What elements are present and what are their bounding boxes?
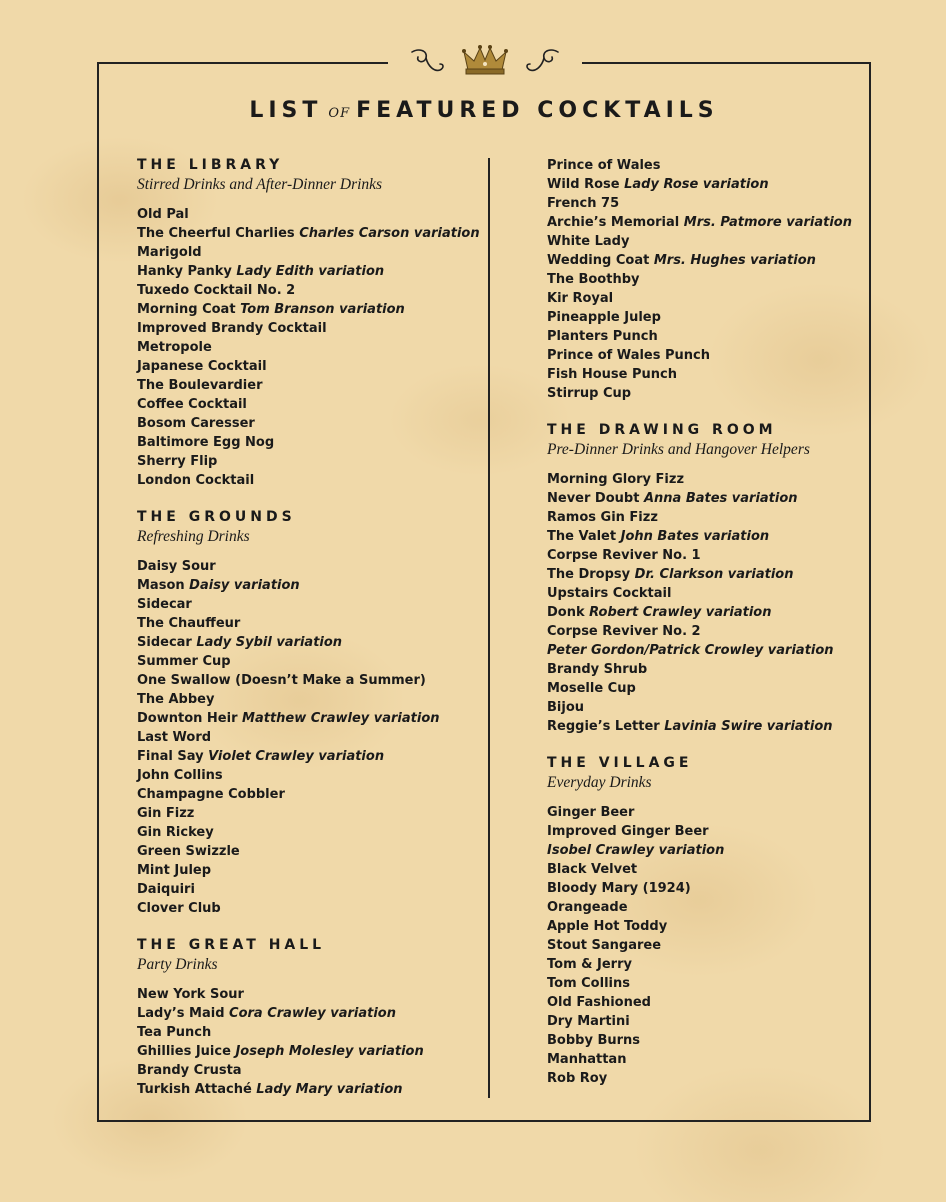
cocktail-item [137, 433, 472, 452]
title-part-list: LIST [249, 98, 323, 123]
section-heading: THE GREAT HALL [137, 937, 326, 953]
cocktail-item [137, 823, 472, 842]
cocktail-name: Corpse Reviver No. 1 [547, 548, 701, 563]
cocktail-item [137, 243, 472, 262]
cocktail-variation: Lady Edith variation [236, 264, 385, 279]
cocktail-item [547, 822, 882, 841]
cocktail-item [137, 709, 472, 728]
cocktail-item [137, 357, 472, 376]
cocktail-name: Improved Brandy Cocktail [137, 321, 327, 336]
cocktail-variation: Lady Rose variation [624, 177, 769, 192]
title-connector: OF [328, 106, 351, 121]
cocktail-item [137, 595, 472, 614]
cocktail-name: London Cocktail [137, 473, 255, 488]
header-ornament [388, 40, 582, 84]
cocktail-list [547, 803, 882, 1088]
cocktail-item [137, 861, 472, 880]
cocktail-name: Donk [547, 605, 585, 620]
cocktail-name: Prince of Wales Punch [547, 348, 710, 363]
section-the-drawing-room [547, 421, 882, 736]
section-subtitle: Refreshing Drinks [137, 528, 250, 545]
cocktail-name: Turkish Attaché [137, 1082, 252, 1097]
cocktail-name: Stout Sangaree [547, 938, 662, 953]
cocktail-item [547, 546, 882, 565]
cocktail-name: The Cheerful Charlies [137, 226, 295, 241]
cocktail-item [137, 300, 472, 319]
cocktail-variation: Lavinia Swire variation [664, 719, 833, 734]
scroll-flourish-icon [527, 50, 558, 70]
cocktail-name: Marigold [137, 245, 202, 260]
cocktail-item [137, 1080, 472, 1099]
cocktail-name: Archie’s Memorial [547, 215, 680, 230]
cocktail-name: Champagne Cobbler [137, 787, 285, 802]
cocktail-item [547, 974, 882, 993]
cocktail-name: Baltimore Egg Nog [137, 435, 275, 450]
cocktail-item [547, 717, 882, 736]
cocktail-item [547, 270, 882, 289]
right-column [547, 156, 882, 1088]
cocktail-name: Metropole [137, 340, 212, 355]
cocktail-name: Brandy Crusta [137, 1063, 242, 1078]
cocktail-item [547, 936, 882, 955]
cocktail-item [137, 842, 472, 861]
cocktail-list [547, 470, 882, 736]
cocktail-name: Summer Cup [137, 654, 231, 669]
cocktail-name: Never Doubt [547, 491, 640, 506]
cocktail-name: Bobby Burns [547, 1033, 641, 1048]
cocktail-item [547, 603, 882, 622]
title-part-featured-cocktails: FEATURED COCKTAILS [356, 98, 719, 123]
cocktail-name: Stirrup Cup [547, 386, 632, 401]
cocktail-item [547, 993, 882, 1012]
cocktail-name: Kir Royal [547, 291, 614, 306]
cocktail-list [137, 557, 472, 918]
cocktail-item [547, 584, 882, 603]
cocktail-name: Improved Ginger Beer [547, 824, 709, 839]
cocktail-variation: Mrs. Patmore variation [683, 215, 852, 230]
cocktail-name: Corpse Reviver No. 2 [547, 624, 701, 639]
cocktail-name: Downton Heir [137, 711, 238, 726]
cocktail-name: French 75 [547, 196, 620, 211]
section-heading: THE DRAWING ROOM [547, 422, 777, 438]
cocktail-item [137, 557, 472, 576]
cocktail-name: Fish House Punch [547, 367, 677, 382]
cocktail-list [137, 205, 480, 490]
cocktail-item [137, 985, 472, 1004]
cocktail-item [137, 319, 472, 338]
cocktail-item [547, 232, 882, 251]
cocktail-variation: John Bates variation [620, 529, 770, 544]
cocktail-variation: Joseph Molesley variation [235, 1044, 424, 1059]
cocktail-item [547, 156, 882, 175]
cocktail-name: Daisy Sour [137, 559, 216, 574]
column-divider [488, 158, 490, 1098]
cocktail-item [137, 224, 480, 243]
cocktail-item [547, 1012, 882, 1031]
cocktail-name: Ramos Gin Fizz [547, 510, 658, 525]
cocktail-variation: Isobel Crawley variation [547, 843, 725, 858]
cocktail-name: The Boulevardier [137, 378, 263, 393]
cocktail-name: Tea Punch [137, 1025, 212, 1040]
cocktail-item [547, 898, 882, 917]
cocktail-name: Ginger Beer [547, 805, 635, 820]
cocktail-name: Bloody Mary (1924) [547, 881, 691, 896]
section-heading: THE GROUNDS [137, 509, 296, 525]
cocktail-name: Ghillies Juice [137, 1044, 231, 1059]
cocktail-name: Black Velvet [547, 862, 638, 877]
cocktail-variation: Lady Mary variation [256, 1082, 403, 1097]
cocktail-name: Dry Martini [547, 1014, 630, 1029]
cocktail-item [547, 489, 882, 508]
cocktail-name: Manhattan [547, 1052, 627, 1067]
cocktail-variation: Cora Crawley variation [229, 1006, 396, 1021]
section-the-village [547, 754, 882, 1088]
section-the-library [137, 156, 480, 490]
cocktail-item [137, 1042, 472, 1061]
scroll-flourish-icon [412, 50, 443, 70]
cocktail-item [137, 262, 472, 281]
cocktail-name: Mint Julep [137, 863, 212, 878]
cocktail-item [547, 622, 882, 641]
cocktail-item [137, 899, 472, 918]
cocktail-name: Reggie’s Letter [547, 719, 660, 734]
cocktail-name: Tuxedo Cocktail No. 2 [137, 283, 296, 298]
cocktail-name: Sidecar [137, 635, 192, 650]
cocktail-item [137, 1023, 472, 1042]
cocktail-name: New York Sour [137, 987, 244, 1002]
cocktail-name: Last Word [137, 730, 212, 745]
cocktail-name: Moselle Cup [547, 681, 636, 696]
cocktail-item [137, 614, 472, 633]
cocktail-name: Clover Club [137, 901, 221, 916]
cocktail-name: Sidecar [137, 597, 192, 612]
cocktail-name: Bijou [547, 700, 585, 715]
cocktail-item [137, 205, 472, 224]
cocktail-item [137, 471, 472, 490]
cocktail-item [137, 376, 472, 395]
cocktail-item [137, 452, 472, 471]
section-subtitle: Pre-Dinner Drinks and Hangover Helpers [547, 441, 810, 458]
cocktail-item [547, 508, 882, 527]
cocktail-item [547, 213, 882, 232]
cocktail-item [547, 698, 882, 717]
cocktail-name: Sherry Flip [137, 454, 218, 469]
cocktail-item [137, 414, 472, 433]
cocktail-item [137, 671, 472, 690]
section-subtitle: Everyday Drinks [547, 774, 652, 791]
cocktail-item [547, 641, 882, 660]
cocktail-name: Planters Punch [547, 329, 658, 344]
cocktail-item [547, 527, 882, 546]
cocktail-name: Old Fashioned [547, 995, 651, 1010]
cocktail-item [547, 860, 882, 879]
cocktail-name: Upstairs Cocktail [547, 586, 672, 601]
section-subtitle: Party Drinks [137, 956, 218, 973]
cocktail-item [547, 384, 882, 403]
cocktail-name: Wild Rose [547, 177, 620, 192]
cocktail-variation: Dr. Clarkson variation [634, 567, 794, 582]
cocktail-item [137, 1004, 472, 1023]
cocktail-item [547, 1050, 882, 1069]
cocktail-item [547, 308, 882, 327]
cocktail-item [547, 365, 882, 384]
cocktail-item [137, 690, 472, 709]
cocktail-item [137, 785, 472, 804]
cocktail-name: Coffee Cocktail [137, 397, 247, 412]
section-heading: THE VILLAGE [547, 755, 693, 771]
cocktail-item [547, 175, 882, 194]
cocktail-item [547, 565, 882, 584]
cocktail-variation: Matthew Crawley variation [242, 711, 440, 726]
cocktail-name: Brandy Shrub [547, 662, 648, 677]
cocktail-item [137, 747, 472, 766]
cocktail-name: Prince of Wales [547, 158, 661, 173]
cocktail-name: The Boothby [547, 272, 640, 287]
section-the-great-hall-continued [547, 156, 882, 403]
cocktail-item [547, 194, 882, 213]
cocktail-item [137, 338, 472, 357]
cocktail-name: Rob Roy [547, 1071, 608, 1086]
cocktail-item [137, 652, 472, 671]
cocktail-name: Bosom Caresser [137, 416, 255, 431]
section-the-grounds [137, 508, 472, 918]
cocktail-name: Orangeade [547, 900, 628, 915]
section-heading: THE LIBRARY [137, 157, 284, 173]
cocktail-name: Old Pal [137, 207, 189, 222]
cocktail-name: The Chauffeur [137, 616, 241, 631]
cocktail-item [137, 1061, 472, 1080]
cocktail-item [137, 766, 472, 785]
cocktail-name: One Swallow (Doesn’t Make a Summer) [137, 673, 426, 688]
cocktail-name: Apple Hot Toddy [547, 919, 668, 934]
cocktail-item [137, 395, 472, 414]
cocktail-variation: Violet Crawley variation [208, 749, 385, 764]
cocktail-item [547, 251, 882, 270]
cocktail-item [137, 633, 472, 652]
cocktail-item [547, 955, 882, 974]
cocktail-item [547, 470, 882, 489]
cocktail-item [547, 1069, 882, 1088]
section-subtitle: Stirred Drinks and After-Dinner Drinks [137, 176, 383, 193]
cocktail-name: Morning Glory Fizz [547, 472, 685, 487]
cocktail-item [547, 917, 882, 936]
cocktail-variation: Anna Bates variation [643, 491, 798, 506]
cocktail-name: Final Say [137, 749, 204, 764]
cocktail-name: Green Swizzle [137, 844, 240, 859]
cocktail-name: Wedding Coat [547, 253, 650, 268]
cocktail-name: Gin Rickey [137, 825, 214, 840]
cocktail-name: Pineapple Julep [547, 310, 661, 325]
cocktail-name: The Dropsy [547, 567, 631, 582]
cocktail-name: Japanese Cocktail [137, 359, 267, 374]
cocktail-list [137, 985, 472, 1099]
cocktail-variation: Charles Carson variation [299, 226, 480, 241]
cocktail-item [137, 576, 472, 595]
cocktail-item [137, 804, 472, 823]
crown-icon [462, 45, 508, 74]
cocktail-variation: Lady Sybil variation [196, 635, 343, 650]
cocktail-item [137, 728, 472, 747]
page-title [97, 98, 871, 123]
cocktail-variation: Tom Branson variation [240, 302, 405, 317]
cocktail-name: White Lady [547, 234, 630, 249]
cocktail-name: John Collins [137, 768, 223, 783]
cocktail-name: Tom & Jerry [547, 957, 632, 972]
cocktail-item [547, 841, 882, 860]
cocktail-item [547, 289, 882, 308]
cocktail-item [547, 679, 882, 698]
cocktail-item [547, 879, 882, 898]
cocktail-item [137, 281, 472, 300]
cocktail-item [547, 346, 882, 365]
cocktail-name: Lady’s Maid [137, 1006, 225, 1021]
left-column [137, 156, 480, 1099]
cocktail-item [547, 660, 882, 679]
cocktail-variation: Robert Crawley variation [589, 605, 772, 620]
cocktail-item [547, 803, 882, 822]
cocktail-name: Tom Collins [547, 976, 630, 991]
cocktail-list [547, 156, 882, 403]
cocktail-name: Hanky Panky [137, 264, 232, 279]
cocktail-name: Daiquiri [137, 882, 195, 897]
cocktail-name: The Abbey [137, 692, 215, 707]
cocktail-name: The Valet [547, 529, 617, 544]
cocktail-item [547, 1031, 882, 1050]
cocktail-variation: Peter Gordon/Patrick Crowley variation [547, 643, 834, 658]
cocktail-variation: Daisy variation [189, 578, 300, 593]
cocktail-name: Gin Fizz [137, 806, 195, 821]
cocktail-item [137, 880, 472, 899]
cocktail-variation: Mrs. Hughes variation [653, 253, 816, 268]
cocktail-name: Morning Coat [137, 302, 236, 317]
cocktail-name: Mason [137, 578, 185, 593]
section-the-great-hall [137, 936, 472, 1099]
cocktail-item [547, 327, 882, 346]
